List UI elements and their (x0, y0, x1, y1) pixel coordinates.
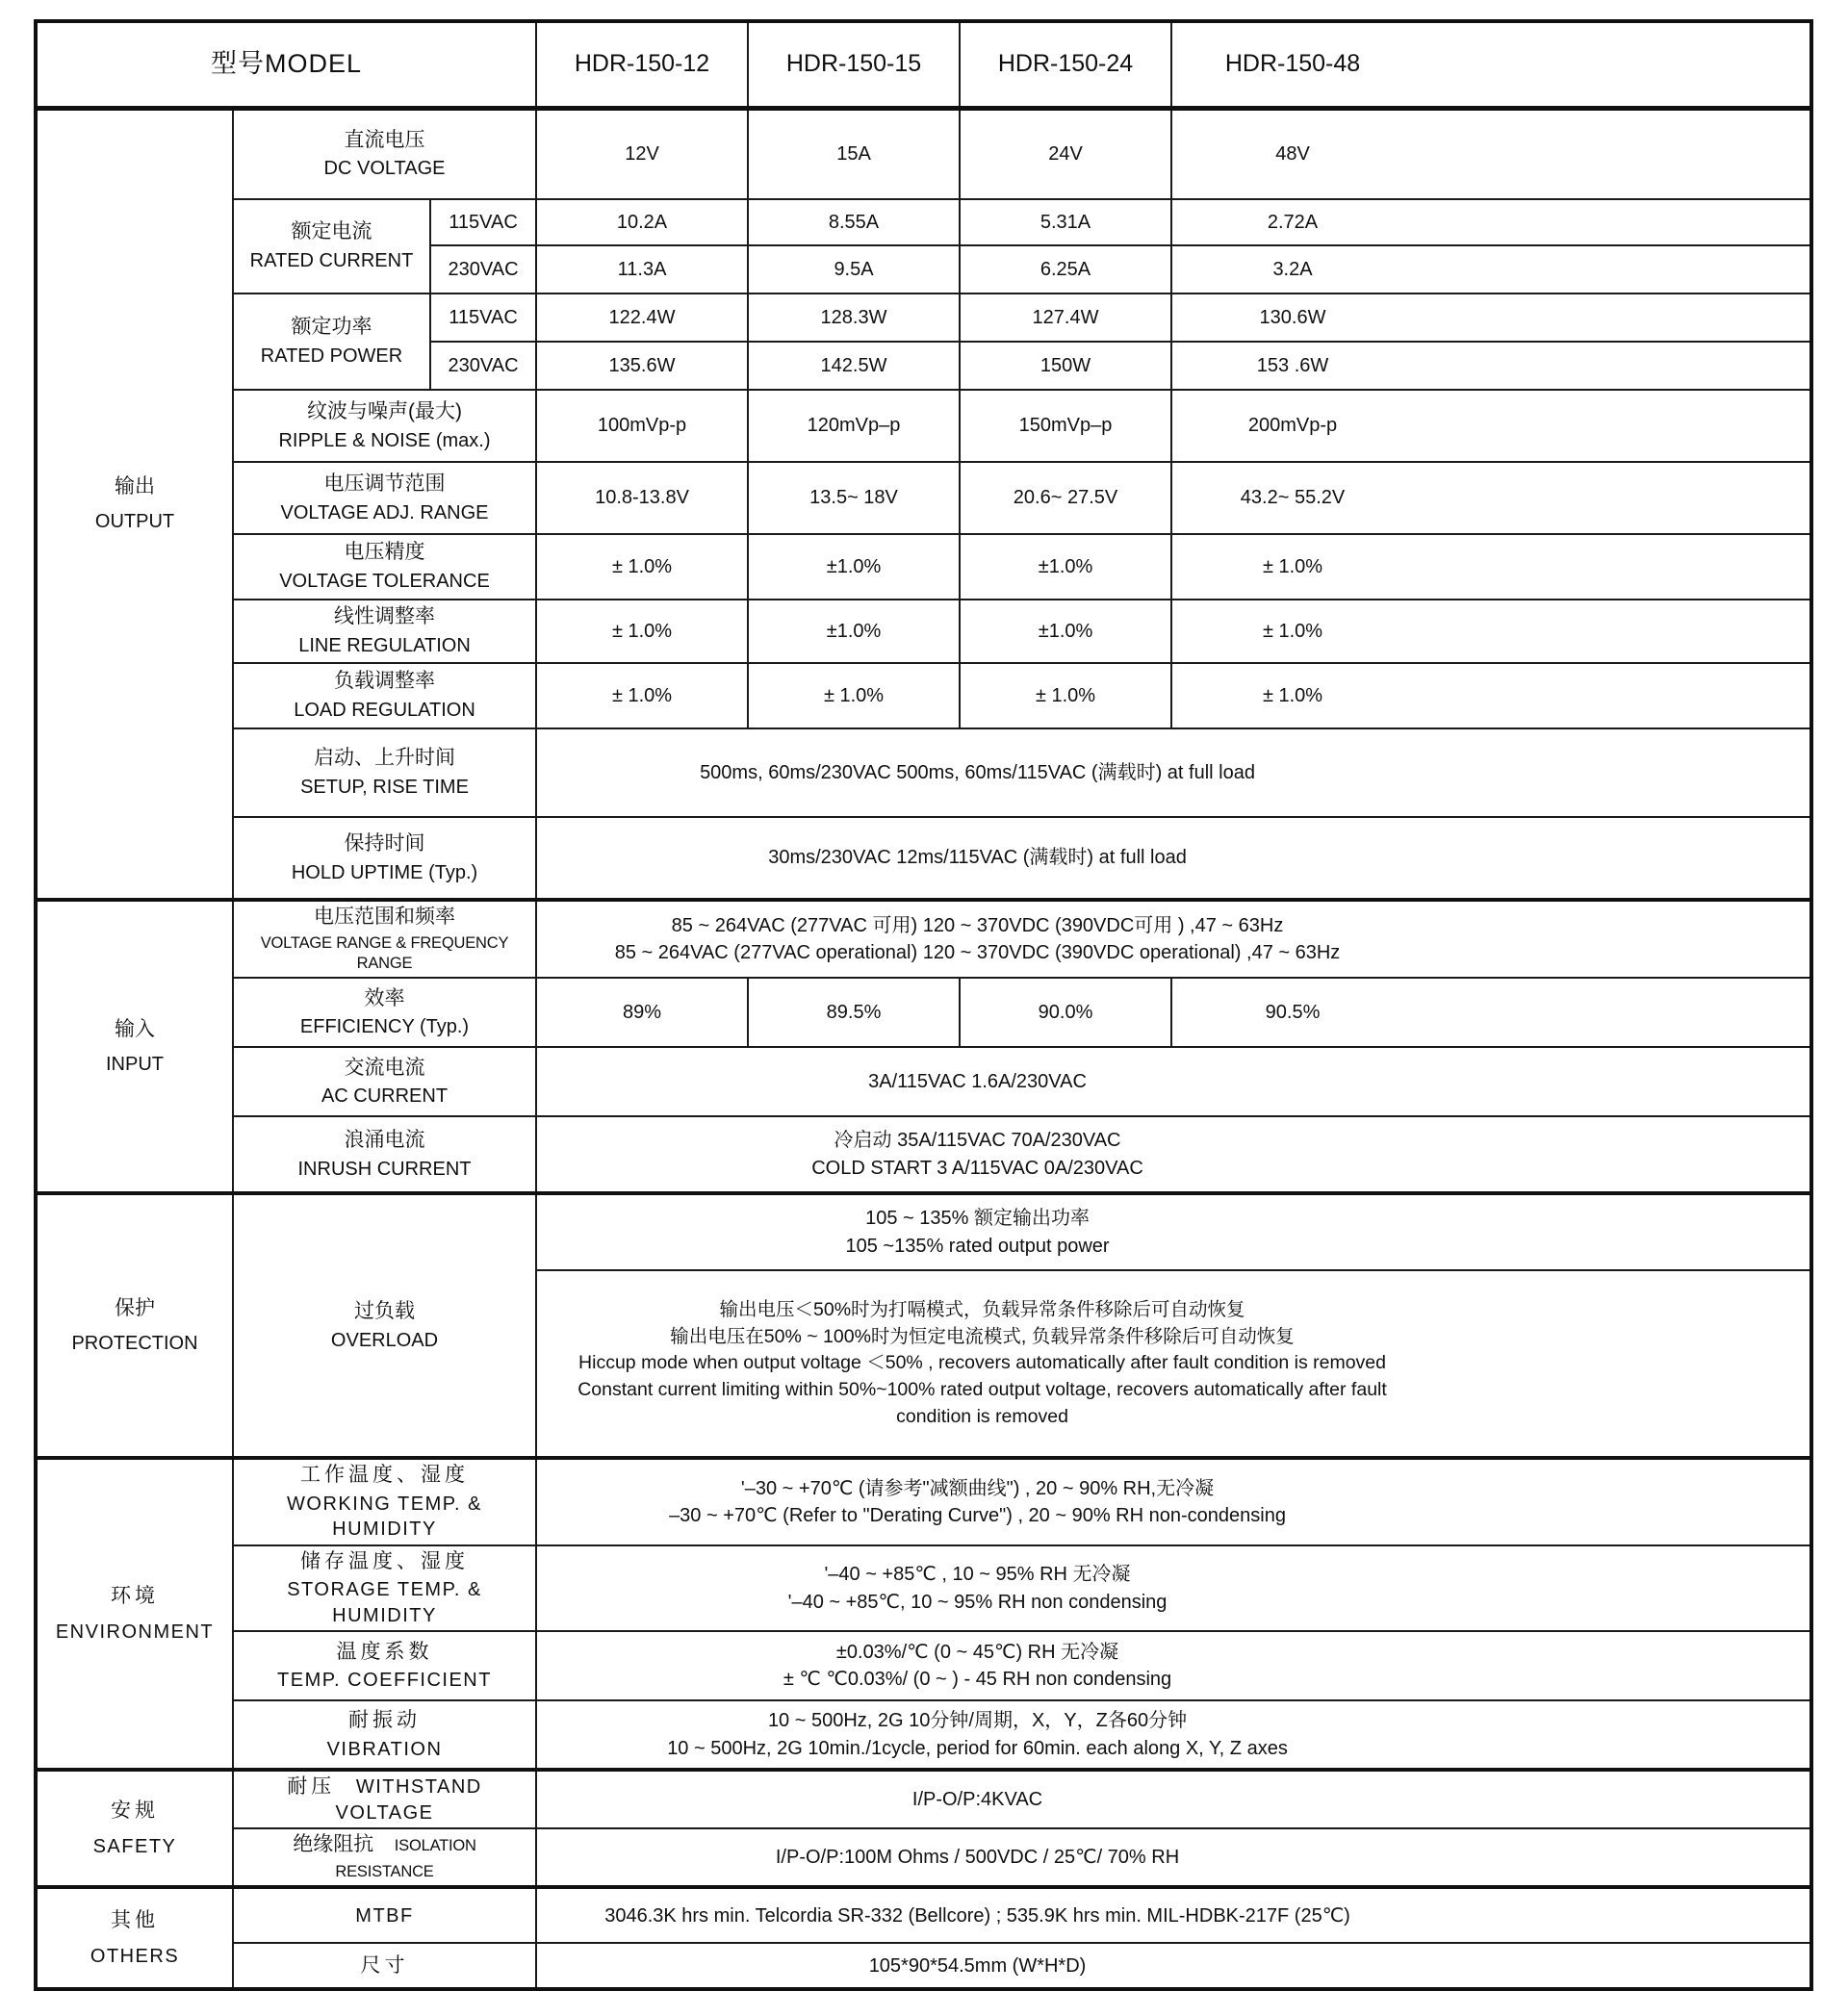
overload-detail-line-2: 输出电压在50% ~ 100%时为恒定电流模式, 负载异常条件移除后可自动恢复 (670, 1325, 1295, 1347)
overload-detail-line-1: 输出电压＜50%时为打嗝模式，负载异常条件移除后可自动恢复 (719, 1298, 1245, 1320)
label-ac-current-zh: 交流电流 (344, 1056, 425, 1079)
model-header-label: 型号MODEL (36, 21, 536, 108)
cell-rated-power-230-m1: 135.6W (536, 342, 748, 390)
cell-rated-current-115-m1: 10.2A (536, 199, 748, 245)
cell-rated-power-115-m4: 130.6W (1171, 294, 1811, 342)
inrush-line-1: 冷启动 35A/115VAC 70A/230VAC (834, 1130, 1121, 1152)
cell-dimension-value: 105*90*54.5mm (W*H*D) (536, 1943, 1811, 1989)
cell-rated-power-115-m2: 128.3W (748, 294, 960, 342)
label-voltage-range-en: VOLTAGE RANGE & FREQUENCY RANGE (260, 933, 509, 973)
label-storage-temp-en: STORAGE TEMP. & HUMIDITY (287, 1579, 482, 1626)
section-environment-zh: 环境 (111, 1585, 159, 1608)
label-load-regulation (233, 663, 536, 728)
label-rated-current-en: RATED CURRENT (249, 250, 414, 272)
label-voltage-adj-range-en: VOLTAGE ADJ. RANGE (280, 501, 489, 523)
label-setup-rise-time-zh: 启动、上升时间 (314, 747, 455, 770)
cell-setup-rise-time-value: 500ms, 60ms/230VAC 500ms, 60ms/115VAC (满载时) at full load (536, 728, 1811, 817)
label-rated-current-zh: 额定电流 (291, 220, 372, 243)
label-dimension (233, 1943, 536, 1989)
cell-load-regulation-m1: ± 1.0% (536, 663, 748, 728)
cell-voltage-adj-m4: 43.2~ 55.2V (1171, 462, 1811, 534)
cell-rated-current-230-m3: 6.25A (960, 245, 1171, 294)
cell-ac-current-value: 3A/115VAC 1.6A/230VAC (536, 1047, 1811, 1116)
section-protection-zh: 保护 (115, 1296, 155, 1319)
working-temp-line-2: –30 ~ +70℃ (Refer to "Derating Curve") , 20 ~ 90% RH non-condensing (669, 1505, 1286, 1526)
cell-hold-uptime-value: 30ms/230VAC 12ms/115VAC (满载时) at full load (536, 817, 1811, 900)
cell-mtbf-value: 3046.3K hrs min. Telcordia SR-332 (Bellcore) ; 535.9K hrs min. MIL-HDBK-217F (25℃) (536, 1887, 1811, 1943)
cell-load-regulation-m2: ± 1.0% (748, 663, 960, 728)
cell-rated-power-230-m3: 150W (960, 342, 1171, 390)
model-column-hdr-150-48: HDR-150-48 (1171, 21, 1811, 108)
section-protection (36, 1193, 233, 1458)
label-vibration-zh: 耐振动 (348, 1709, 421, 1732)
cell-storage-temp-value (536, 1545, 1811, 1632)
cell-overload-rated (536, 1193, 1811, 1270)
label-dc-voltage-zh: 直流电压 (344, 128, 425, 151)
cell-ripple-m2: 120mVp–p (748, 390, 960, 462)
section-output-en: OUTPUT (94, 511, 175, 533)
cell-voltage-tolerance-m2: ±1.0% (748, 534, 960, 600)
cell-voltage-tolerance-m3: ±1.0% (960, 534, 1171, 600)
cell-temp-coefficient-value (536, 1631, 1811, 1700)
overload-detail-line-5: condition is removed (896, 1405, 1068, 1427)
storage-temp-line-2: '–40 ~ +85℃, 10 ~ 95% RH non condensing (787, 1591, 1168, 1613)
cell-efficiency-m3: 90.0% (960, 978, 1171, 1047)
cell-voltage-range-value (536, 900, 1811, 978)
label-overload-zh: 过负载 (354, 1300, 415, 1323)
cell-rated-current-115-m4: 2.72A (1171, 199, 1811, 245)
label-temp-coefficient (233, 1631, 536, 1700)
cell-withstand-voltage-value: I/P-O/P:4KVAC (536, 1770, 1811, 1828)
cell-overload-detail (536, 1270, 1811, 1458)
label-vibration (233, 1700, 536, 1770)
cell-rated-power-115-m3: 127.4W (960, 294, 1171, 342)
label-storage-temp-zh: 储存温度、湿度 (300, 1549, 469, 1572)
temp-coefficient-line-1: ±0.03%/℃ (0 ~ 45℃) RH 无冷凝 (835, 1641, 1119, 1663)
label-dc-voltage-en: DC VOLTAGE (323, 158, 446, 180)
section-others-en: OTHERS (90, 1946, 180, 1968)
cond-rated-current-230vac: 230VAC (430, 245, 536, 294)
label-rated-current (233, 199, 430, 294)
label-vibration-en: VIBRATION (326, 1738, 443, 1760)
cell-rated-current-115-m3: 5.31A (960, 199, 1171, 245)
cell-inrush-current-value (536, 1116, 1811, 1193)
label-dc-voltage (233, 108, 536, 199)
label-voltage-range (233, 900, 536, 978)
label-mtbf (233, 1887, 536, 1943)
label-working-temp-en: WORKING TEMP. & HUMIDITY (287, 1493, 482, 1541)
overload-detail-line-4: Constant current limiting within 50%~100% rated output voltage, recovers automatically after fault (578, 1379, 1387, 1401)
voltage-range-line-1: 85 ~ 264VAC (277VAC 可用) 120 ~ 370VDC (390VDC可用 ) ,47 ~ 63Hz (671, 914, 1284, 936)
label-voltage-adj-range (233, 462, 536, 534)
cell-ripple-m1: 100mVp-p (536, 390, 748, 462)
inrush-line-2: COLD START 3 A/115VAC 0A/230VAC (811, 1157, 1143, 1179)
section-environment (36, 1458, 233, 1770)
section-others (36, 1887, 233, 1989)
label-rated-power-en: RATED POWER (260, 345, 403, 368)
label-overload-en: OVERLOAD (330, 1329, 439, 1351)
label-withstand-voltage-en: WITHSTAND VOLTAGE (335, 1776, 482, 1824)
label-voltage-tolerance-zh: 电压精度 (344, 541, 425, 564)
label-overload (233, 1193, 536, 1458)
label-withstand-voltage (233, 1770, 536, 1828)
cell-load-regulation-m4: ± 1.0% (1171, 663, 1811, 728)
cell-working-temp-value (536, 1458, 1811, 1545)
label-isolation-resistance-en: ISOLATION RESISTANCE (335, 1837, 476, 1881)
label-temp-coefficient-zh: 温度系数 (336, 1640, 433, 1663)
label-voltage-tolerance-en: VOLTAGE TOLERANCE (279, 571, 490, 593)
label-line-regulation-en: LINE REGULATION (298, 635, 471, 657)
label-withstand-voltage-zh: 耐压 (287, 1775, 336, 1799)
label-isolation-resistance (233, 1828, 536, 1887)
section-input-zh: 输入 (115, 1017, 155, 1040)
label-setup-rise-time-en: SETUP, RISE TIME (300, 777, 469, 799)
cell-rated-power-230-m4: 153 .6W (1171, 342, 1811, 390)
vibration-line-2: 10 ~ 500Hz, 2G 10min./1cycle, period for 60min. each along X, Y, Z axes (667, 1737, 1288, 1759)
label-voltage-adj-range-zh: 电压调节范围 (323, 472, 446, 495)
label-hold-uptime (233, 817, 536, 900)
cell-load-regulation-m3: ± 1.0% (960, 663, 1171, 728)
overload-detail-line-3: Hiccup mode when output voltage ＜50% , recovers automatically after fault condition is removed (578, 1352, 1386, 1374)
label-dimension-text: 尺寸 (360, 1954, 409, 1978)
label-load-regulation-zh: 负载调整率 (334, 670, 435, 693)
cond-rated-current-115vac: 115VAC (430, 199, 536, 245)
cell-efficiency-m2: 89.5% (748, 978, 960, 1047)
label-working-temp (233, 1458, 536, 1545)
label-rated-power-zh: 额定功率 (291, 316, 372, 339)
section-input-en: INPUT (106, 1054, 164, 1076)
label-efficiency-en: EFFICIENCY (Typ.) (299, 1016, 470, 1038)
label-hold-uptime-en: HOLD UPTIME (Typ.) (291, 861, 478, 883)
label-line-regulation-zh: 线性调整率 (334, 605, 435, 628)
cell-voltage-adj-m2: 13.5~ 18V (748, 462, 960, 534)
cell-dc-voltage-m1: 12V (536, 108, 748, 199)
label-line-regulation (233, 600, 536, 663)
overload-rated-line-2: 105 ~135% rated output power (845, 1235, 1110, 1257)
cell-line-regulation-m4: ± 1.0% (1171, 600, 1811, 663)
label-ripple-noise (233, 390, 536, 462)
cell-voltage-adj-m1: 10.8-13.8V (536, 462, 748, 534)
section-safety (36, 1770, 233, 1887)
label-hold-uptime-zh: 保持时间 (344, 831, 425, 855)
storage-temp-line-1: '–40 ~ +85℃ , 10 ~ 95% RH 无冷凝 (824, 1564, 1131, 1586)
label-ripple-noise-zh: 纹波与噪声(最大) (307, 399, 462, 422)
label-inrush-current-zh: 浪涌电流 (344, 1129, 425, 1152)
vibration-line-1: 10 ~ 500Hz, 2G 10分钟/周期，X，Y，Z各60分钟 (767, 1710, 1188, 1732)
overload-rated-line-1: 105 ~ 135% 额定输出功率 (865, 1208, 1090, 1230)
label-working-temp-zh: 工作温度、湿度 (300, 1464, 469, 1487)
cell-isolation-resistance-value: I/P-O/P:100M Ohms / 500VDC / 25℃/ 70% RH (536, 1828, 1811, 1887)
label-inrush-current (233, 1116, 536, 1193)
section-protection-en: PROTECTION (71, 1333, 198, 1355)
label-setup-rise-time (233, 728, 536, 817)
label-mtbf-text: MTBF (355, 1904, 414, 1927)
cell-voltage-tolerance-m4: ± 1.0% (1171, 534, 1811, 600)
model-column-hdr-150-12: HDR-150-12 (536, 21, 748, 108)
label-load-regulation-en: LOAD REGULATION (294, 700, 475, 722)
label-voltage-range-zh: 电压范围和频率 (314, 906, 455, 928)
cell-efficiency-m4: 90.5% (1171, 978, 1811, 1047)
cell-rated-current-230-m4: 3.2A (1171, 245, 1811, 294)
label-storage-temp (233, 1545, 536, 1632)
section-others-zh: 其他 (111, 1909, 159, 1932)
section-safety-zh: 安规 (111, 1800, 159, 1823)
section-input (36, 900, 233, 1193)
cell-rated-current-115-m2: 8.55A (748, 199, 960, 245)
cell-dc-voltage-m4: 48V (1171, 108, 1811, 199)
cell-ripple-m3: 150mVp–p (960, 390, 1171, 462)
cell-efficiency-m1: 89% (536, 978, 748, 1047)
cond-rated-power-115vac: 115VAC (430, 294, 536, 342)
cond-rated-power-230vac: 230VAC (430, 342, 536, 390)
cell-voltage-adj-m3: 20.6~ 27.5V (960, 462, 1171, 534)
section-output (36, 108, 233, 900)
label-efficiency (233, 978, 536, 1047)
cell-rated-current-230-m1: 11.3A (536, 245, 748, 294)
label-ripple-noise-en: RIPPLE & NOISE (max.) (278, 429, 491, 451)
cell-line-regulation-m1: ± 1.0% (536, 600, 748, 663)
label-isolation-resistance-zh: 绝缘阻抗 (293, 1833, 374, 1856)
section-output-zh: 输出 (115, 474, 155, 498)
spec-table (34, 19, 1813, 1991)
cell-line-regulation-m3: ±1.0% (960, 600, 1171, 663)
model-column-hdr-150-15: HDR-150-15 (748, 21, 960, 108)
cell-dc-voltage-m2: 15A (748, 108, 960, 199)
cell-dc-voltage-m3: 24V (960, 108, 1171, 199)
cell-voltage-tolerance-m1: ± 1.0% (536, 534, 748, 600)
cell-line-regulation-m2: ±1.0% (748, 600, 960, 663)
label-ac-current-en: AC CURRENT (321, 1085, 449, 1108)
label-rated-power (233, 294, 430, 390)
cell-rated-current-230-m2: 9.5A (748, 245, 960, 294)
cell-vibration-value (536, 1700, 1811, 1770)
temp-coefficient-line-2: ± ℃ ℃0.03%/ (0 ~ ) - 45 RH non condensing (783, 1669, 1172, 1691)
label-efficiency-zh: 效率 (364, 986, 405, 1009)
label-voltage-tolerance (233, 534, 536, 600)
label-temp-coefficient-en: TEMP. COEFFICIENT (277, 1670, 492, 1692)
section-environment-en: ENVIRONMENT (55, 1621, 215, 1643)
cell-ripple-m4: 200mVp-p (1171, 390, 1811, 462)
cell-rated-power-115-m1: 122.4W (536, 294, 748, 342)
voltage-range-line-2: 85 ~ 264VAC (277VAC operational) 120 ~ 370VDC (390VDC operational) ,47 ~ 63Hz (614, 942, 1341, 964)
model-column-hdr-150-24: HDR-150-24 (960, 21, 1171, 108)
working-temp-line-1: '–30 ~ +70℃ (请参考"减额曲线") , 20 ~ 90% RH,无冷凝 (740, 1477, 1215, 1499)
label-ac-current (233, 1047, 536, 1116)
label-inrush-current-en: INRUSH CURRENT (297, 1158, 472, 1180)
section-safety-en: SAFETY (92, 1836, 177, 1858)
cell-rated-power-230-m2: 142.5W (748, 342, 960, 390)
